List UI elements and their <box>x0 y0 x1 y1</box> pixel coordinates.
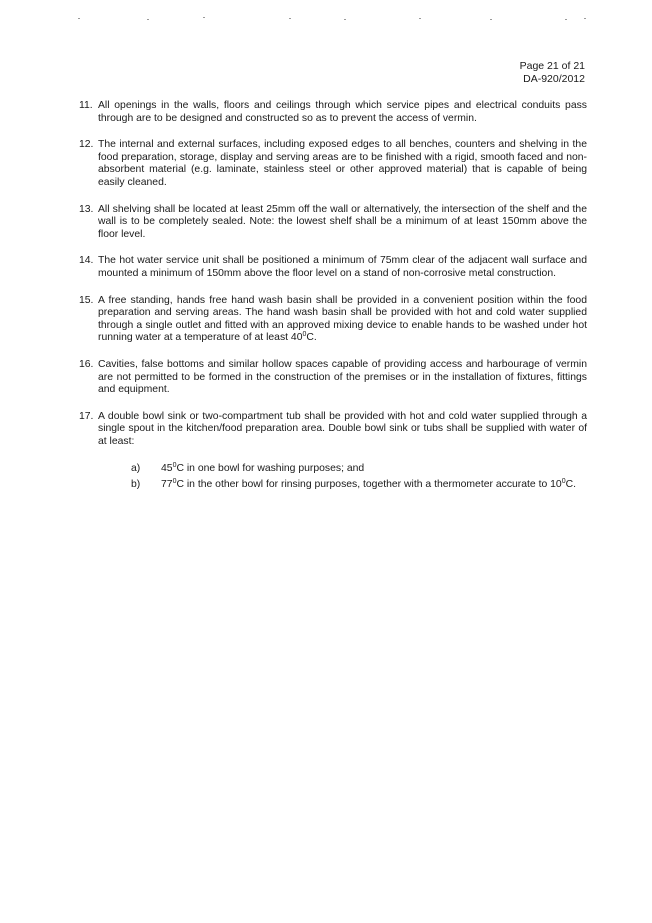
degree-superscript: 0 <box>172 462 177 470</box>
condition-item <box>79 139 587 189</box>
condition-text: Cavities, false bottoms and similar hollow spaces capable of providing access and harbourage of vermin are not permitted to be formed in the construction of the premises or in the installation of fixtures, fittings and equipment. <box>98 358 587 396</box>
condition-number: 17. <box>79 410 94 422</box>
sub-item-label: b) <box>131 479 141 491</box>
condition-text: The hot water service unit shall be positioned a minimum of 75mm clear of the adjacent wall surface and mounted a minimum of 150mm above the floor level on a stand of non-corrosive metal construction. <box>98 255 587 279</box>
condition-text: All openings in the walls, floors and ceilings through which service pipes and electrical conduits pass through are to be designed and constructed so as to prevent the access of vermin. <box>98 100 587 124</box>
condition-body <box>98 411 587 495</box>
condition-number: 15. <box>79 294 94 306</box>
condition-text: All shelving shall be located at least 25mm off the wall or alternatively, the intersection of the shelf and the wall is to be completely sealed. Note: the lowest shelf shall be a minimum of at least 150mm above the floor level. <box>98 203 587 240</box>
sub-item-label: a) <box>131 463 141 475</box>
scan-speck <box>419 18 421 19</box>
scan-speck <box>147 19 149 20</box>
sub-item-text <box>161 463 587 476</box>
condition-item <box>79 295 587 345</box>
condition-number: 12. <box>79 139 94 151</box>
degree-superscript: 0 <box>172 478 177 486</box>
sub-item-pre: 77 <box>161 479 173 491</box>
sub-item-post: C in one bowl for washing purposes; and <box>176 463 365 475</box>
degree-superscript: 0 <box>561 478 566 486</box>
degree-superscript: 0 <box>302 331 307 339</box>
condition-number: 16. <box>79 358 94 370</box>
scan-speck <box>289 18 291 19</box>
condition-text-wrap <box>98 295 587 345</box>
sub-item-post: C in the other bowl for rinsing purposes, together with a thermometer accurate to 10 <box>176 479 562 491</box>
reference-number: DA-920/2012 <box>523 73 585 85</box>
condition-item <box>79 100 587 125</box>
scan-speck <box>490 19 492 20</box>
sub-list <box>98 463 587 491</box>
scan-speck <box>565 19 567 20</box>
condition-number: 13. <box>79 203 94 215</box>
condition-item <box>79 204 587 242</box>
condition-item <box>79 255 587 280</box>
sub-item <box>131 479 587 492</box>
scan-speck <box>344 19 346 20</box>
scan-artifacts <box>0 0 652 40</box>
condition-number: 11. <box>79 100 93 111</box>
sub-item-pre: 45 <box>161 463 173 475</box>
sub-item <box>131 463 587 476</box>
condition-text: The internal and external surfaces, including exposed edges to all benches, counters and shelving in the food preparation, storage, display and serving areas are to be finished with a rigid, smooth faced and non-absorbent material (e.g. laminate, stainless steel or other approved material) that is capable of being easily cleaned. <box>98 139 587 188</box>
condition-number: 14. <box>79 255 94 267</box>
scan-speck <box>78 18 80 19</box>
scan-speck <box>203 17 205 18</box>
condition-item <box>79 359 587 397</box>
page-header <box>520 60 585 86</box>
sub-item-text <box>161 479 587 492</box>
condition-item <box>79 411 587 495</box>
scan-speck <box>584 18 586 19</box>
sub-item-tail: C. <box>565 479 577 491</box>
condition-text: A free standing, hands free hand wash basin shall be provided in a convenient position within the food preparation and serving areas. The hand wash basin shall be provided with hot and cold water supplied through a single outlet and fitted with an approved mixing device to enable hands to be washed under hot running water at a temperature of at least 40 <box>98 294 587 344</box>
page-number: Page 21 of 21 <box>519 60 585 72</box>
condition-text-tail: C. <box>306 332 317 344</box>
conditions-list <box>79 100 587 509</box>
condition-text: A double bowl sink or two-compartment tub shall be provided with hot and cold water supplied through a single spout in the kitchen/food preparation area. Double bowl sink or tubs shall be supplied with water of at least: <box>98 410 587 447</box>
